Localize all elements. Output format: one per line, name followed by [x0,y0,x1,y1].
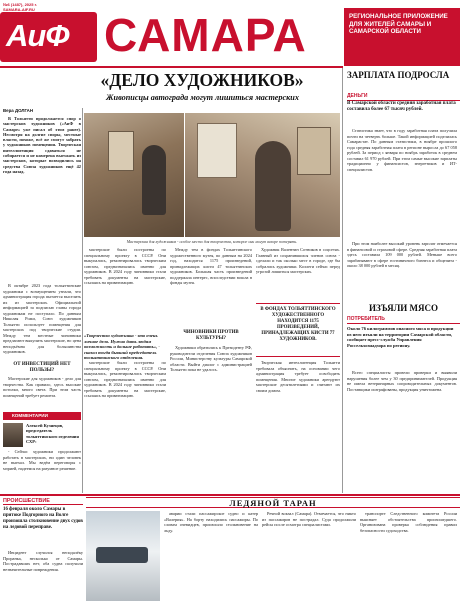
lead-intro-text: В Тольятти продолжается спор о мастерских художников («АиФ в Самаре» уже писал об этом ранее). Несмотря на долгие споры, местные власти, похоже, всё же смогут забрать у художников помещения. Творческая интеллигенция сдаваться не собирается и не намерена выезжать из мастерских, которые возводились на средства Союза художников ещё 42 года назад. [3,116,81,174]
incident-col3-text: транспорте Следственного комитета России выясняет обстоятельства произошедшего. Организована проверка соблюдения правил безопасности судоходства. [360,511,457,533]
incident-col1-text: аварии стали пассажирское судно и катер «Валерия». На борту находились пассажиры. По словам очевидцев, произошло столкновение на льду. [164,511,258,533]
supplement-text: РЕГИОНАЛЬНОЕ ПРИЛОЖЕНИЕ ДЛЯ ЖИТЕЛЕЙ САМАРЫ И САМАРСКОЙ ОБЛАСТИ [349,13,448,36]
incident-section: ПРОИСШЕСТВИЕ [3,498,83,505]
artist-figure [142,145,166,215]
lead-quote: «Творчество художника - это очень личное дело. Нужно дать людям возможность и дальше работать», - сказал тогда бывший председатель тольяттинского отделения. [84,333,160,361]
lead-subheadline: Живописцы автограда могут лишиться мастерских [106,93,299,102]
incident-col3 [360,511,457,602]
studio-photo-left [84,113,184,237]
lead-col1-body [3,283,81,361]
lead-col4b-text: Творческая интеллигенция Тольятти требовала объяснить, на основании чего администрация требует освободить помещения. Многие художники арендуют мастерские десятилетиями и считают их своим домом. [256,360,340,393]
incident-body-text: Инцидент случился неподалёку Проранка, несколько от Самары. Пострадавших нет, оба судна получили незначительные повреждения. [3,550,83,572]
comment-body [3,449,81,490]
funds-highlight-box [256,303,340,357]
lead-col3b-body [170,345,252,418]
incident-body [3,550,83,602]
author-byline: Вера ДОЛГАН [3,108,34,113]
masthead-title: САМАРА [104,9,307,61]
lead-col1b-body [3,376,81,412]
funds-highlight-text: В ФОНДАХ ТОЛЬЯТТИНСКОГО ХУДОЖЕСТВЕННОГО НАХОДИТСЯ 1175 ПРОИЗВЕДЕНИЙ, ПРИНАДЛЕЖАЩИХ КИСТИ 77 ХУДОЖНИКОВ. [260,307,336,342]
lead-col2b-body [84,360,166,418]
lead-col3-body [170,247,252,327]
sidebar-body [347,128,457,240]
supplement-box [344,8,460,66]
sidebar-headline-2: ИЗЪЯЛИ МЯСО [368,303,439,313]
lead-col1b-text: Мастерские для художников - дело для творчества. Как правило, здесь высокие потолки, много света. При этом часть помещений требует ремонта. [3,376,81,398]
lead-col2b-text: мастерские были построены по специальному проекту в СССР. Они выкупались, ремонтировались творческим союзом, предназначались именно для художников. В 2024 году чиновники стали требовать документы на мастерские, ссылаясь на приватизацию. [84,360,166,398]
sidebar-body-text: Статистика знает, что в году заработная плата получила почти на четверть больше. Такой информацией поделилась Самарастат. По данным статистики, в ноябре прошлого года средняя заработная плата в регионе выросла до 67 058 рублей. За период с января по ноябрь заработок в среднем составил 61 970 рублей. При этом самые высокие зарплаты традиционно у финансистов, энергетиков и ИТ-специалистов. [347,128,457,172]
sidebar-section-2: ПОТРЕБИТЕЛЬ [347,316,460,324]
sidebar-body2-text: При этом наиболее высокий уровень зарплат отмечается в финансовой и страховой сфере. Средняя заработная плата здесь составила 109 000 рублей. Меньше всего зарабатывают в сфере гостиничного бизнеса и общепита - около 38 000 рублей в месяц. [347,241,457,268]
incident-col2 [262,511,356,602]
bottom-rule [0,494,460,496]
masthead-rule [0,66,343,68]
lead-col1-text: В октябре 2023 года тольяттинские художники с возмущением узнали, что администрация города пытается выселить их из мастерских. Официальной информацией за подписью главы города художникам не поступало. По данным Николая Рожи, Союз художников Тольятти использует помещения для мастерских под творческие студии. Между тем местные чиновники предлагают выкупить мастерские, но цена неподъёмна для большинства художников. [3,283,81,354]
artist-figure-2 [255,141,291,231]
lead-intro [3,116,81,282]
sidebar-divider [342,68,343,493]
vessel-shape [96,547,148,563]
website-label: SAMARA-AIF.RU [3,7,35,12]
lead-col3b-text: Художники обратились к Президенту РФ, руководители отделения Союза художников России, Министерству культуры Самарской области. Выйти диалог с администрацией Тольятти пока не удалось. [170,345,252,372]
comment-text: - Сейчас художники продолжают работать в мастерских, ни один человек не выехал. Мы ведём переговоры с мэрией, надеемся на разумное решение. [3,449,81,471]
lead-col4b-body [256,360,340,418]
sidebar-body2 [347,241,457,301]
lead-col4-body [256,247,340,301]
easel-canvas [197,123,237,178]
incident-col2-text: Речной вокзал (Самара). Отмечается, что никто из пассажиров не пострадал. Суда продолжили рейсы после осмотра специалистами. [262,511,356,527]
lead-col2-body [84,247,166,331]
ice-photo [86,511,160,601]
comments-label: КОММЕНТАРИИ [3,412,81,420]
column-divider [82,108,83,493]
issue-line: №6 (1487), 2025 г. [3,2,37,7]
sidebar-lead-2: Около 76 килограммов опасного мяса и продукции из него изъяли на территории Самарской области, сообщает пресс-служба Управления Россельхознадзора по региону. [347,326,454,348]
incident-lead: 16 февраля около Самары в притоке Подгорного на Волге произошла столкновение двух судов на ледовой переправе. [3,507,83,530]
sidebar-body3-text: Всего специалисты провели проверки и выявили нарушения более чем у 30 предпринимателей. Продукция не имела ветеринарных сопроводительных документов. Поставщики оштрафованы, продукция уничтожена. [347,370,457,392]
lead-col3-text: Между тем в фондах Тольяттинского художественного музея, по данным на 2024 год, находится 1175 произведений, принадлежащих кисти 47 тольяттинских художников. Большая часть произведений поддержала интерес, впоследствии вошла в фонды музея. [170,247,252,285]
incident-col1 [164,511,258,602]
photo-caption: Мастерская для художников - особое место для творчества, которое они могут вскоре потерять. [126,239,298,244]
lead-col4-text: Художник Валентин Сотников в соцсетях. Главный из сохранившихся членов союза - сделали и так сколько мест в городе, где бы собрались художники. Коллеги сейчас перед угрозой лишиться мастерских. [256,247,340,274]
lead-col2-text: мастерские были построены по специальному проекту в СССР. Они выкупались, ремонтировались творческим союзом, предназначались именно для художников. В 2024 году чиновники стали требовать документы на мастерские, ссылаясь на приватизацию. [84,247,166,285]
painting-canvas [108,131,134,171]
sidebar-body3 [347,370,457,492]
studio-photo-right [185,113,340,237]
sidebar-lead: В Самарской области средняя заработная плата составила более 67 тысяч рублей. [347,101,456,112]
section-question: ОТ ИНВЕСТИЦИЙ НЕТ ПОЛЬЗЫ? [13,362,71,373]
commenter-photo [3,423,23,447]
sidebar-headline: ЗАРПЛАТА ПОДРОСЛА [347,70,450,80]
wall-painting [297,127,331,175]
section-funds: ЧИНОВНИКИ ПРОТИВ КУЛЬТУРЫ? [183,330,239,341]
commenter-name: Алексей Кузнецов, председатель тольяттинского отделения СХР: [26,423,79,444]
sidebar-section: ДЕНЬГИ [347,93,460,101]
aif-logo: АиФ [6,18,69,53]
incident-banner: ЛЕДЯНОЙ ТАРАН [86,497,460,508]
lead-headline: «ДЕЛО ХУДОЖНИКОВ» [100,70,304,90]
